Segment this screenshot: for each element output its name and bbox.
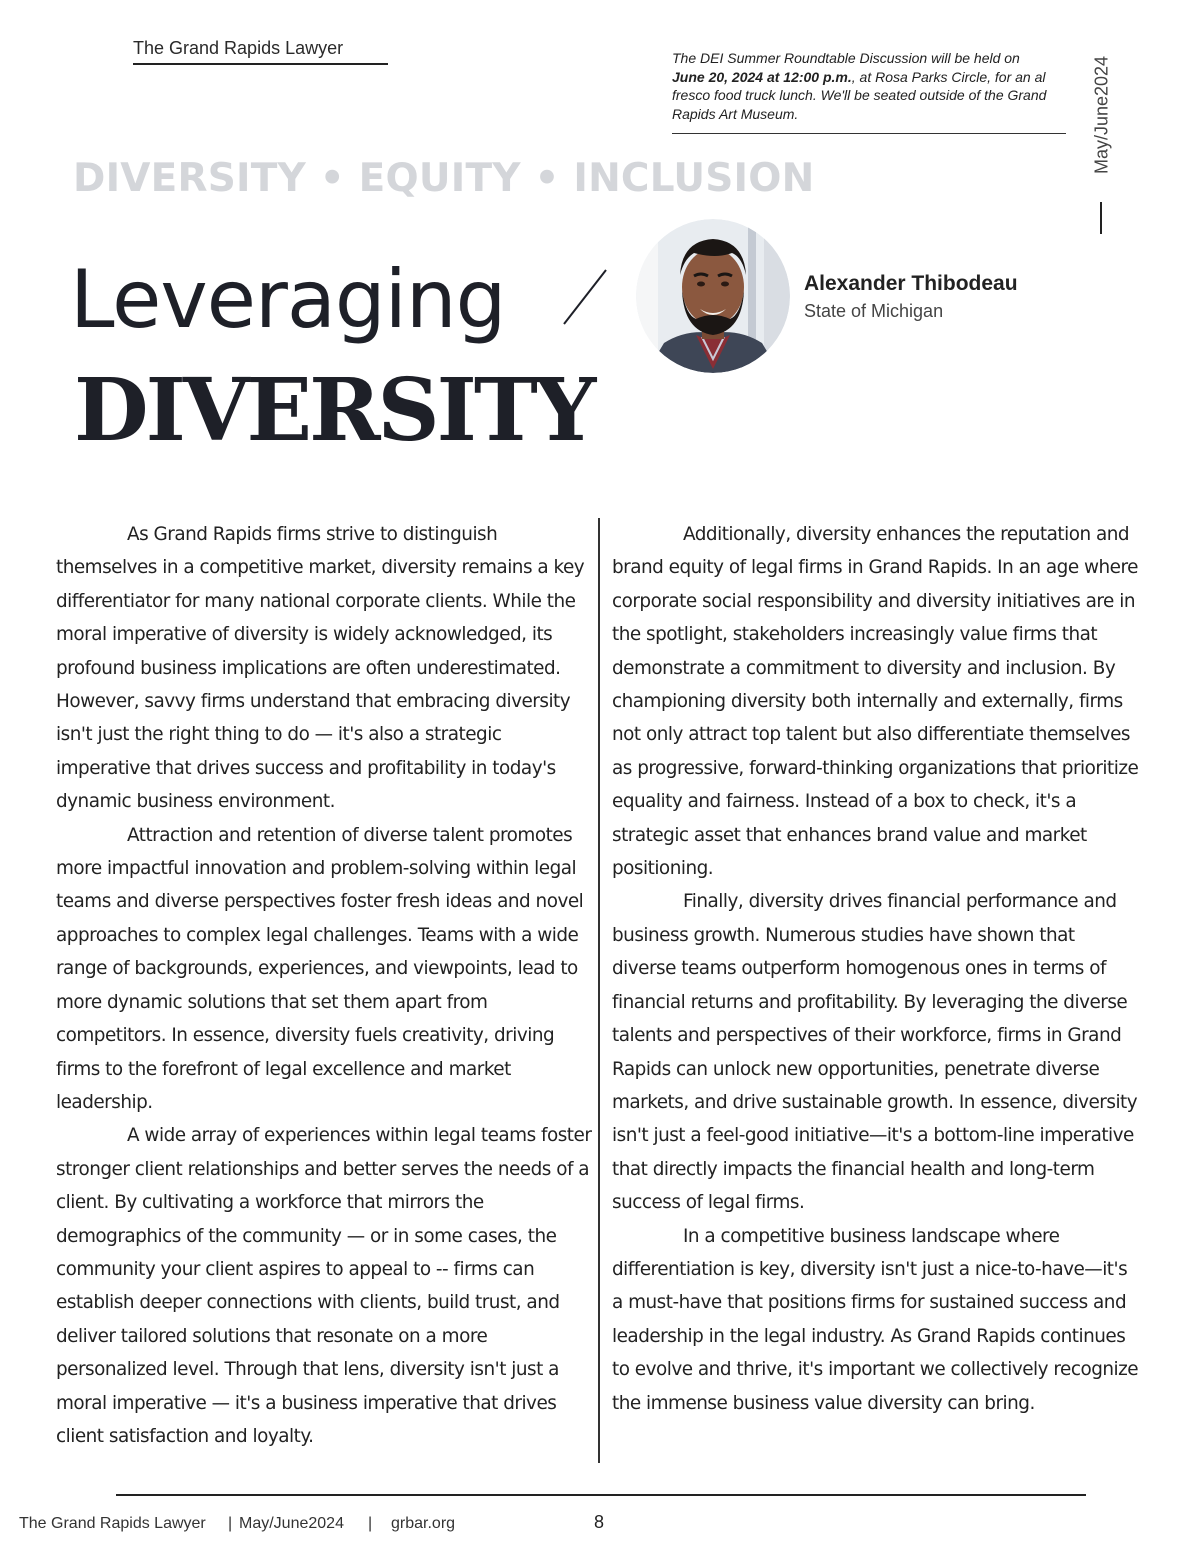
footer-separator: | — [368, 1515, 373, 1532]
footer-issue: May/June2024 — [239, 1515, 344, 1532]
footer-separator: | — [228, 1515, 233, 1532]
footer-website[interactable]: grbar.org — [391, 1515, 456, 1532]
vertical-issue-date — [1090, 50, 1114, 180]
notice-text-a: The DEI Summer Roundtable Discussion will be held on — [672, 50, 1020, 66]
header-publication-title: The Grand Rapids Lawyer — [133, 38, 388, 65]
page-number: 8 — [594, 1512, 605, 1532]
headline-line-1: Leveraging — [70, 253, 506, 346]
event-notice — [672, 49, 1066, 134]
paragraph: A wide array of experiences within legal teams foster stronger client relationships and better serves the needs of a client. By cultivating a workforce that mirrors the demographics of the community — or in some cases, the community your client aspires to appeal to -- firms can establish deeper connections with clients, build trust, and deliver tailored solutions that resonate on a more personalized level. Through that lens, diversity isn't just a moral imperative — it's a business imperative that drives client satisfaction and loyalty. — [56, 1125, 592, 1447]
vertical-rule — [1100, 202, 1102, 234]
vertical-issue-date-text: May/June2024 — [1091, 55, 1112, 175]
article-left-column — [56, 518, 592, 1453]
author-portrait-icon — [636, 219, 790, 373]
paragraph: Finally, diversity drives financial performance and business growth. Numerous studies have shown that diverse teams outperform homogenous ones in terms of financial returns and profitability. By leveraging the diverse talents and perspectives of their workforce, firms in Grand Rapids can unlock new opportunities, penetrate diverse markets, and drive sustainable growth. In essence, diversity isn't just a feel-good initiative—it's a bottom-line imperative that directly impacts the financial health and long-term success of legal firms. — [612, 891, 1138, 1214]
footer-rule — [116, 1494, 1086, 1496]
article-right-column — [612, 518, 1142, 1420]
notice-date: June 20, 2024 at 12:00 p.m. — [672, 68, 852, 85]
paragraph: As Grand Rapids firms strive to distinguish themselves in a competitive market, diversity remains a key differentiator for many national corporate clients. While the moral imperative of diversity is widely acknowledged, its profound business implications are often underestimated. However, savvy firms understand that embracing diversity isn't just the right thing to do — it's also a strategic imperative that drives success and profitability in today's dynamic business environment. — [56, 524, 585, 813]
headline-line-2: DIVERSITY — [74, 360, 594, 461]
author-name: Alexander Thibodeau — [804, 272, 1018, 295]
notice-text-b: , at Rosa Parks Circle, for an al fresco food truck lunch. We'll be seated outside of the Grand Rapids Art Museum. — [672, 68, 1047, 122]
paragraph: In a competitive business landscape where differentiation is key, diversity isn't just a nice-to-have—it's a must-have that positions firms for sustained success and leadership in the legal industry. As Grand Rapids continues to evolve and thrive, it's important we collectively recognize the immense business value diversity can bring. — [612, 1225, 1139, 1414]
section-kicker: DIVERSITY • EQUITY • INCLUSION — [73, 156, 815, 201]
author-portrait — [636, 219, 790, 373]
author-organization: State of Michigan — [804, 301, 944, 321]
column-divider — [598, 518, 600, 1463]
slash-decoration — [560, 266, 610, 328]
paragraph: Additionally, diversity enhances the reputation and brand equity of legal firms in Grand Rapids. In an age where corporate social responsibility and diversity initiatives are in the spotlight, stakeholders increasingly value firms that demonstrate a commitment to diversity and inclusion. By championing diversity both internally and externally, firms not only attract top talent but also differentiate themselves as progressive, forward-thinking organizations that prioritize equality and fairness. Instead of a box to check, it's a strategic asset that enhances brand value and market positioning. — [612, 524, 1139, 880]
footer-publication: The Grand Rapids Lawyer — [19, 1515, 206, 1532]
paragraph: Attraction and retention of diverse talent promotes more impactful innovation and problem-solving within legal teams and diverse perspectives foster fresh ideas and novel approaches to complex legal challenges. Teams with a wide range of backgrounds, experiences, and viewpoints, lead to more dynamic solutions that set them apart from competitors. In essence, diversity fuels creativity, driving firms to the forefront of legal excellence and market leadership. — [56, 824, 584, 1113]
